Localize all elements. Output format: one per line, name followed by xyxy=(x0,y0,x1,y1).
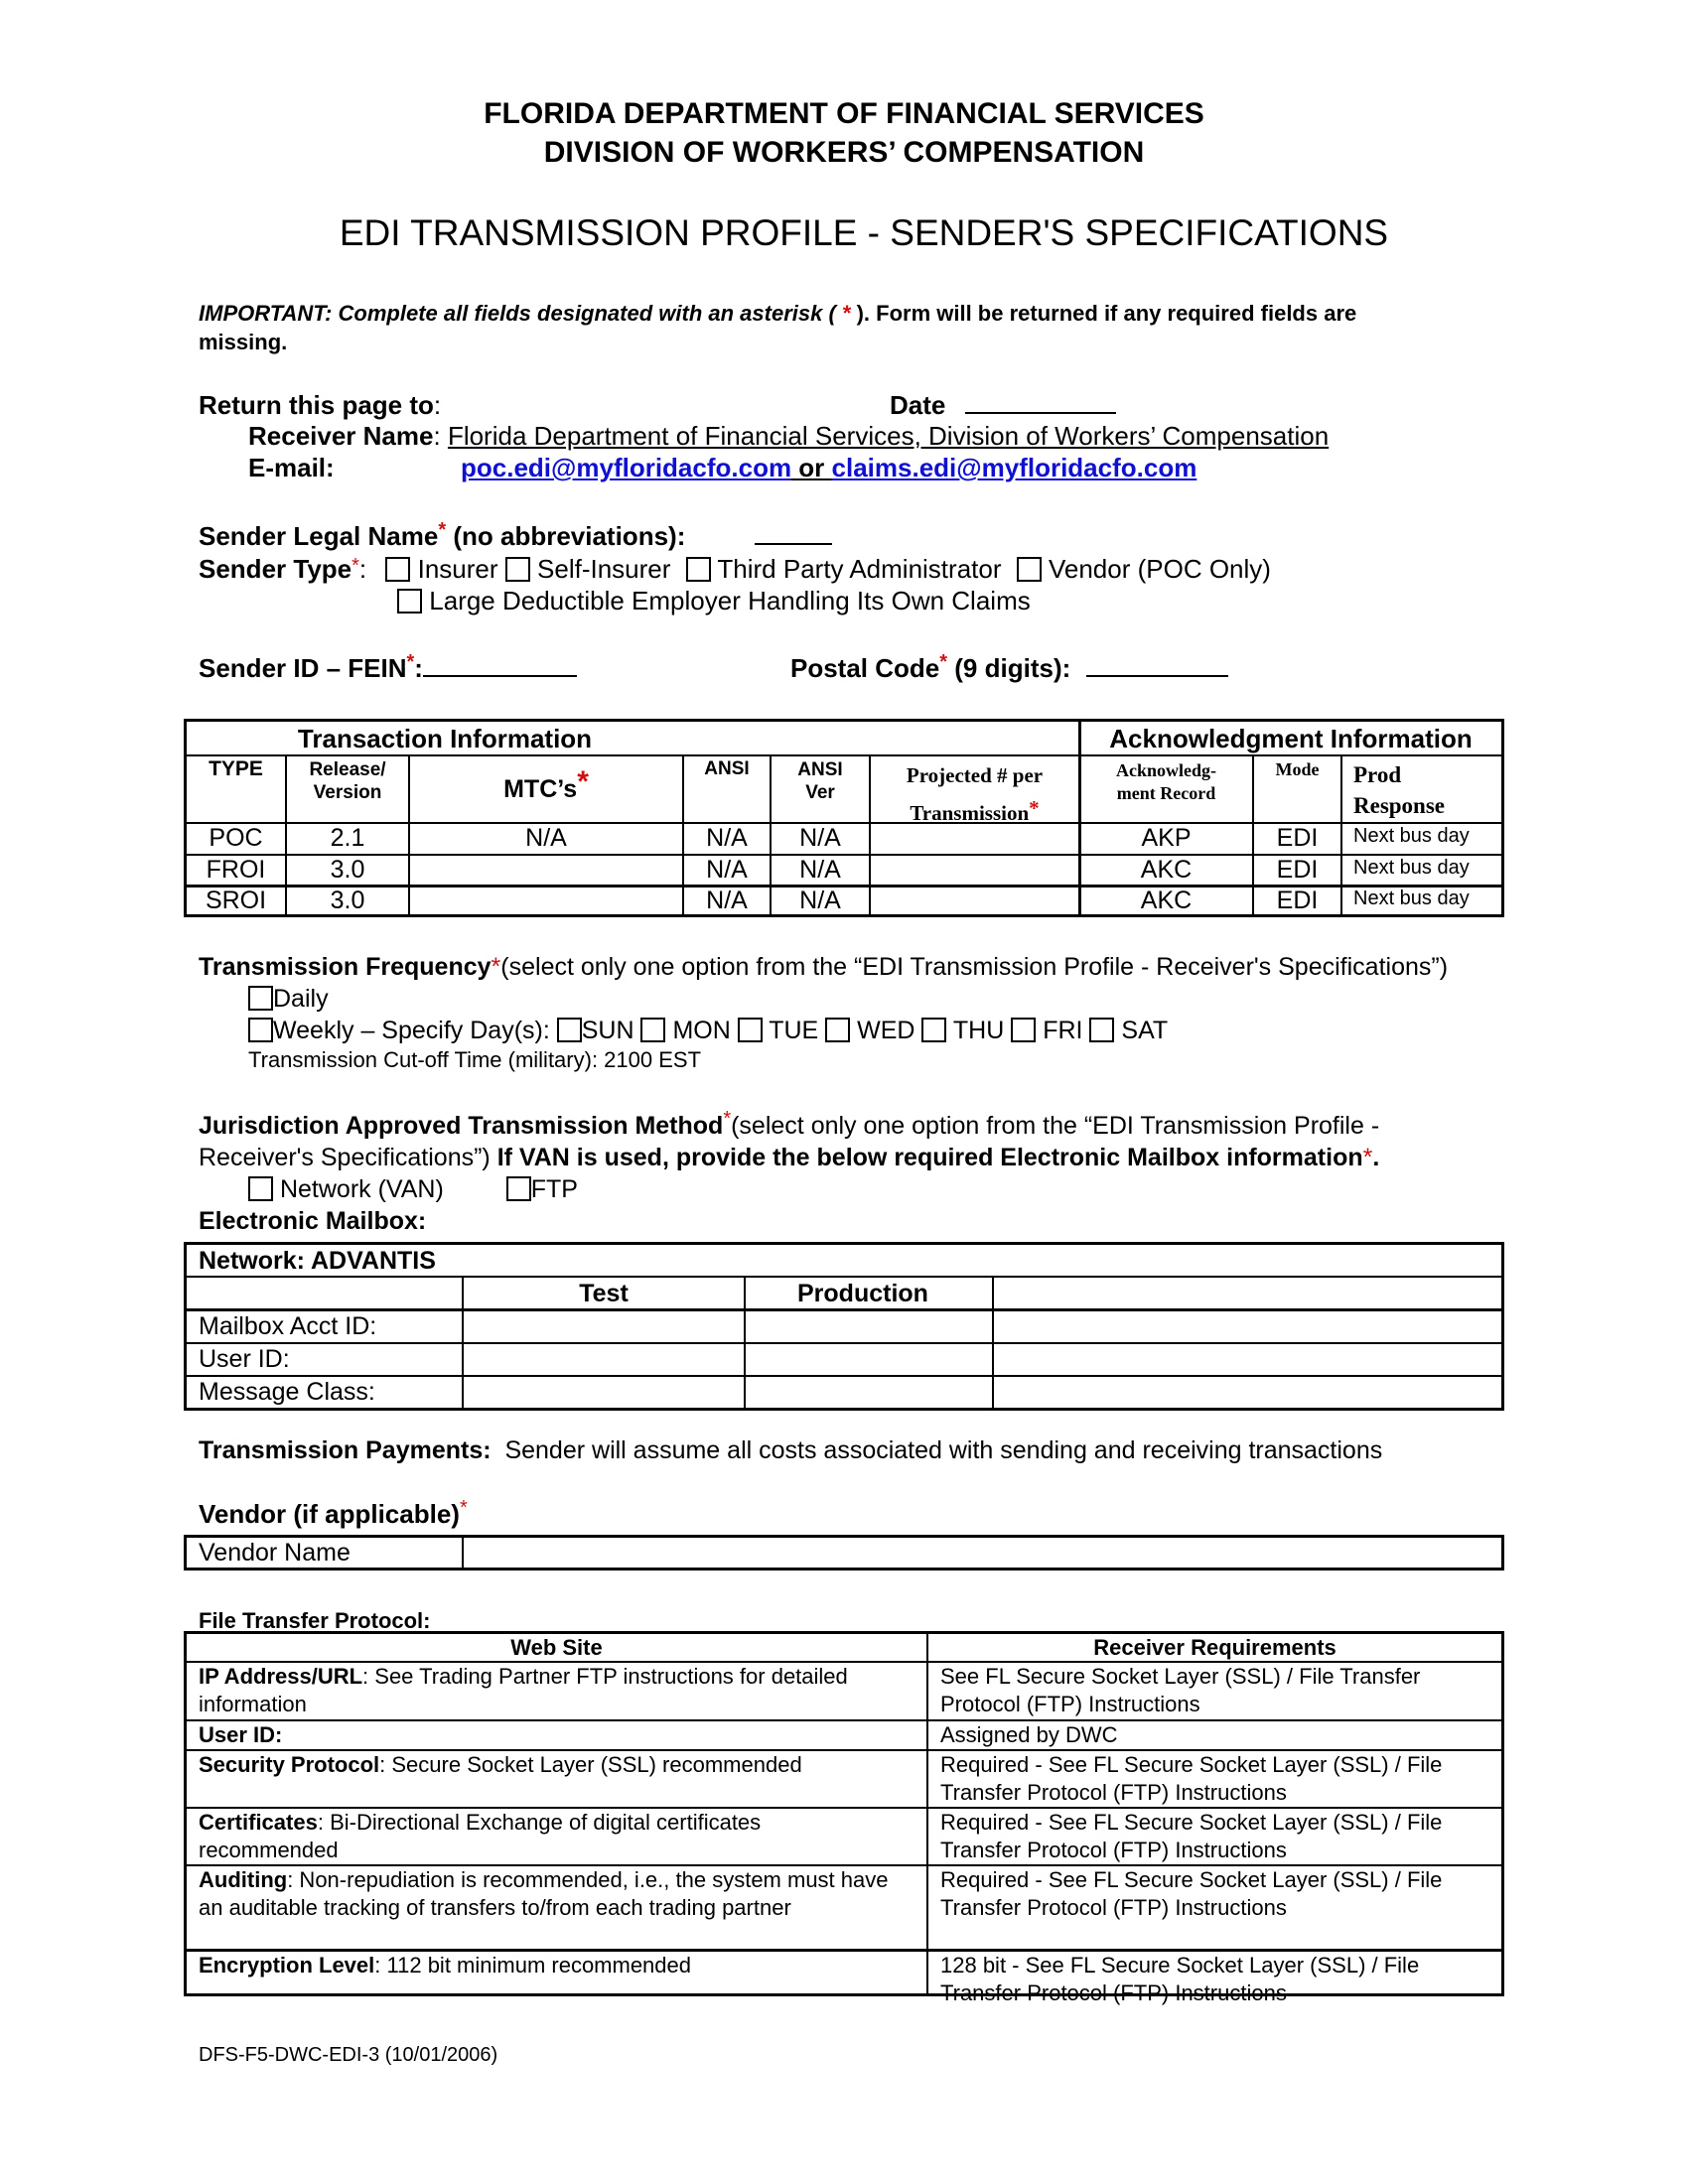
cell-type: SROI xyxy=(205,887,267,914)
postal-code-field: Postal Code* (9 digits): xyxy=(790,653,1228,684)
daily-option: Daily xyxy=(248,985,329,1014)
cell-type: POC xyxy=(209,824,263,852)
col-receiver-requirements: Receiver Requirements xyxy=(1093,1635,1336,1660)
cell-release: 3.0 xyxy=(330,856,365,884)
cell-ansi: N/A xyxy=(706,856,748,884)
cell-ack: AKC xyxy=(1140,887,1193,914)
required-asterisk: * xyxy=(438,519,447,541)
mailbox-acct-id-label: Mailbox Acct ID: xyxy=(199,1312,377,1340)
user-id-label: User ID: xyxy=(199,1345,290,1373)
fein-input-line[interactable] xyxy=(423,653,577,677)
mon-checkbox[interactable] xyxy=(640,1018,665,1042)
sender-type-row-2: Large Deductible Employer Handling Its Own Claims xyxy=(397,586,1031,616)
col-test: Test xyxy=(579,1280,629,1307)
division-name: DIVISION OF WORKERS’ COMPENSATION xyxy=(543,136,1145,169)
daily-checkbox[interactable] xyxy=(248,986,273,1011)
return-to-label: Return this page to: xyxy=(199,390,442,420)
cell-projected-input[interactable] xyxy=(871,887,1078,915)
required-asterisk: * xyxy=(577,765,589,798)
weekly-checkbox[interactable] xyxy=(248,1018,273,1042)
vendor-table xyxy=(184,1535,1504,1570)
user-id-prod-input[interactable] xyxy=(746,1344,992,1374)
claims-email-link[interactable]: claims.edi@myfloridacfo.com xyxy=(831,453,1197,482)
message-class-label: Message Class: xyxy=(199,1378,375,1406)
cell-mode: EDI xyxy=(1276,824,1319,852)
sender-legal-name-input[interactable] xyxy=(755,521,832,545)
ftp-row-userid-receiver: Assigned by DWC xyxy=(940,1722,1118,1747)
sender-type-row: Sender Type*: Insurer Self-Insurer Third Party Administrator Vendor (POC Only) xyxy=(199,554,1271,584)
weekly-option: Weekly – Specify Day(s): SUN MON TUE WED THU FRI SAT xyxy=(248,1017,1168,1045)
date-input-line[interactable] xyxy=(965,390,1116,414)
cell-ack: AKP xyxy=(1141,824,1192,852)
sun-checkbox[interactable] xyxy=(557,1018,582,1042)
vendor-name-input[interactable] xyxy=(464,1538,1501,1568)
cell-prod: Next bus day xyxy=(1353,857,1470,879)
poc-email-link[interactable]: poc.edi@myfloridacfo.com xyxy=(461,453,792,482)
ftp-row-security-web: Security Protocol: Secure Socket Layer (SSL) recommended xyxy=(199,1752,802,1777)
cell-projected-input[interactable] xyxy=(871,823,1078,854)
cell-mtc[interactable]: N/A xyxy=(525,824,567,852)
col-ansi: ANSI xyxy=(704,758,750,779)
insurer-checkbox[interactable] xyxy=(385,557,410,582)
agency-name: FLORIDA DEPARTMENT OF FINANCIAL SERVICES xyxy=(484,97,1204,130)
email-links: poc.edi@myfloridacfo.com or claims.edi@myfloridacfo.com xyxy=(461,453,1197,482)
tue-checkbox[interactable] xyxy=(738,1018,763,1042)
ftp-label: File Transfer Protocol: xyxy=(199,1608,431,1633)
ftp-row-ip-web: IP Address/URL: See Trading Partner FTP instructions for detailed information xyxy=(199,1664,848,1716)
network-name: Network: ADVANTIS xyxy=(199,1247,436,1275)
user-id-test-input[interactable] xyxy=(464,1344,744,1374)
cell-mode: EDI xyxy=(1276,887,1319,914)
tpa-checkbox[interactable] xyxy=(686,557,711,582)
mailbox-acct-test-input[interactable] xyxy=(464,1311,744,1341)
method-heading-line2: Receiver's Specifications”) If VAN is used, provide the below required Electronic Mailbox information*. xyxy=(199,1144,1380,1171)
wed-checkbox[interactable] xyxy=(825,1018,850,1042)
cell-release: 3.0 xyxy=(330,887,365,914)
date-field[interactable]: Date xyxy=(890,390,1116,421)
ftp-row-userid-web: User ID: xyxy=(199,1722,283,1747)
cell-ansi-ver: N/A xyxy=(799,824,841,852)
col-projected: Projected # per Transmission* xyxy=(906,763,1044,825)
required-asterisk: * xyxy=(841,301,851,326)
thu-checkbox[interactable] xyxy=(921,1018,946,1042)
col-web-site: Web Site xyxy=(510,1635,603,1660)
cell-mtc-input[interactable] xyxy=(410,887,682,915)
receiver-name-row: Receiver Name: Florida Department of Financial Services, Division of Workers’ Compensation xyxy=(248,421,1330,451)
col-release-version: Release/ Version xyxy=(309,759,386,803)
ftp-row-security-receiver: Required - See FL Secure Socket Layer (SSL) / File Transfer Protocol (FTP) Instructions xyxy=(940,1752,1443,1805)
message-class-prod-input[interactable] xyxy=(746,1377,992,1407)
col-production: Production xyxy=(797,1280,928,1307)
col-ansi-ver: ANSI Ver xyxy=(797,759,843,803)
cell-prod: Next bus day xyxy=(1353,887,1470,909)
cell-ansi-ver: N/A xyxy=(799,856,841,884)
ftp-row-certificates-receiver: Required - See FL Secure Socket Layer (SSL) / File Transfer Protocol (FTP) Instructions xyxy=(940,1810,1443,1862)
mailbox-acct-prod-input[interactable] xyxy=(746,1311,992,1341)
page-title: EDI TRANSMISSION PROFILE - SENDER'S SPECIFICATIONS xyxy=(339,212,1389,253)
required-asterisk: * xyxy=(723,1108,732,1130)
vendor-heading: Vendor (if applicable)* xyxy=(199,1497,468,1529)
ftp-table xyxy=(184,1631,1504,2005)
cell-ansi: N/A xyxy=(706,824,748,852)
message-class-test-input[interactable] xyxy=(464,1377,744,1407)
method-heading: Jurisdiction Approved Transmission Method*(select only one option from the “EDI Transmission Profile - xyxy=(199,1108,1380,1140)
sender-legal-name-label: Sender Legal Name* (no abbreviations): xyxy=(199,521,832,552)
required-asterisk: * xyxy=(352,555,359,577)
ftp-row-auditing-web: Auditing: Non-repudiation is recommended, i.e., the system must have an auditable tracking of transfers to/from each trading partner xyxy=(199,1867,889,1920)
cell-release: 2.1 xyxy=(330,824,365,852)
ftp-row-encryption-receiver: 128 bit - See FL Secure Socket Layer (SSL) / File Transfer Protocol (FTP) Instructions xyxy=(940,1953,1420,2005)
required-asterisk: * xyxy=(406,651,415,673)
required-asterisk: * xyxy=(491,953,501,981)
required-asterisk: * xyxy=(459,1497,468,1519)
network-van-checkbox[interactable] xyxy=(248,1176,273,1201)
col-type: TYPE xyxy=(209,757,263,780)
cutoff-time: Transmission Cut-off Time (military): 2100 EST xyxy=(248,1047,702,1072)
cell-ack: AKC xyxy=(1140,856,1193,884)
sat-checkbox[interactable] xyxy=(1089,1018,1114,1042)
cell-prod: Next bus day xyxy=(1353,825,1470,847)
vendor-name-label: Vendor Name xyxy=(199,1539,351,1567)
col-mtcs: MTC’s* xyxy=(503,765,589,803)
postal-code-input-line[interactable] xyxy=(1086,653,1228,677)
form-id: DFS-F5-DWC-EDI-3 (10/01/2006) xyxy=(199,2044,498,2066)
important-note: IMPORTANT: Complete all fields designated with an asterisk ( * ). Form will be returned if any required fields are xyxy=(199,301,1357,326)
vendor-poc-checkbox[interactable] xyxy=(1017,557,1042,582)
email-row: E-mail: xyxy=(248,453,335,482)
transmission-payments: Transmission Payments: Sender will assume all costs associated with sending and receiving transactions xyxy=(199,1436,1383,1464)
transaction-table xyxy=(184,719,1504,917)
cell-ansi-ver: N/A xyxy=(799,887,841,914)
large-deductible-checkbox[interactable] xyxy=(397,589,422,614)
electronic-mailbox-label: Electronic Mailbox: xyxy=(199,1207,427,1235)
cell-ansi: N/A xyxy=(706,887,748,914)
mailbox-table xyxy=(184,1242,1504,1411)
acknowledgment-info-header: Acknowledgment Information xyxy=(1109,724,1473,753)
required-asterisk: * xyxy=(1029,796,1040,820)
cell-type: FROI xyxy=(206,856,266,884)
ftp-row-certificates-web: Certificates: Bi-Directional Exchange of digital certificates recommended xyxy=(199,1810,762,1862)
ftp-checkbox[interactable] xyxy=(506,1176,531,1201)
important-note-line2: missing. xyxy=(199,330,288,354)
ftp-row-ip-receiver: See FL Secure Socket Layer (SSL) / File Transfer Protocol (FTP) Instructions xyxy=(940,1664,1421,1716)
required-asterisk: * xyxy=(1362,1144,1373,1171)
transaction-info-header: Transaction Information xyxy=(297,724,593,753)
cell-projected-input[interactable] xyxy=(871,855,1078,886)
cell-mtc-input[interactable] xyxy=(410,855,682,886)
method-options: Network (VAN) FTP xyxy=(248,1175,578,1204)
required-asterisk: * xyxy=(939,651,948,673)
col-ack-record: Acknowledg- ment Record xyxy=(1115,760,1216,803)
receiver-name-value: Florida Department of Financial Services, Division of Workers’ Compensation xyxy=(447,421,1330,451)
ftp-row-encryption-web: Encryption Level: 112 bit minimum recommended xyxy=(199,1953,692,1978)
fri-checkbox[interactable] xyxy=(1011,1018,1036,1042)
cell-mode: EDI xyxy=(1276,856,1319,884)
fein-field: Sender ID – FEIN*: xyxy=(199,653,577,684)
col-prod-response: Prod Response xyxy=(1353,762,1446,818)
self-insurer-checkbox[interactable] xyxy=(505,557,530,582)
ftp-row-auditing-receiver: Required - See FL Secure Socket Layer (SSL) / File Transfer Protocol (FTP) Instructions xyxy=(940,1867,1443,1920)
frequency-heading: Transmission Frequency*(select only one option from the “EDI Transmission Profile - Receiver's Specifications”) xyxy=(199,953,1449,981)
col-mode: Mode xyxy=(1275,759,1320,779)
